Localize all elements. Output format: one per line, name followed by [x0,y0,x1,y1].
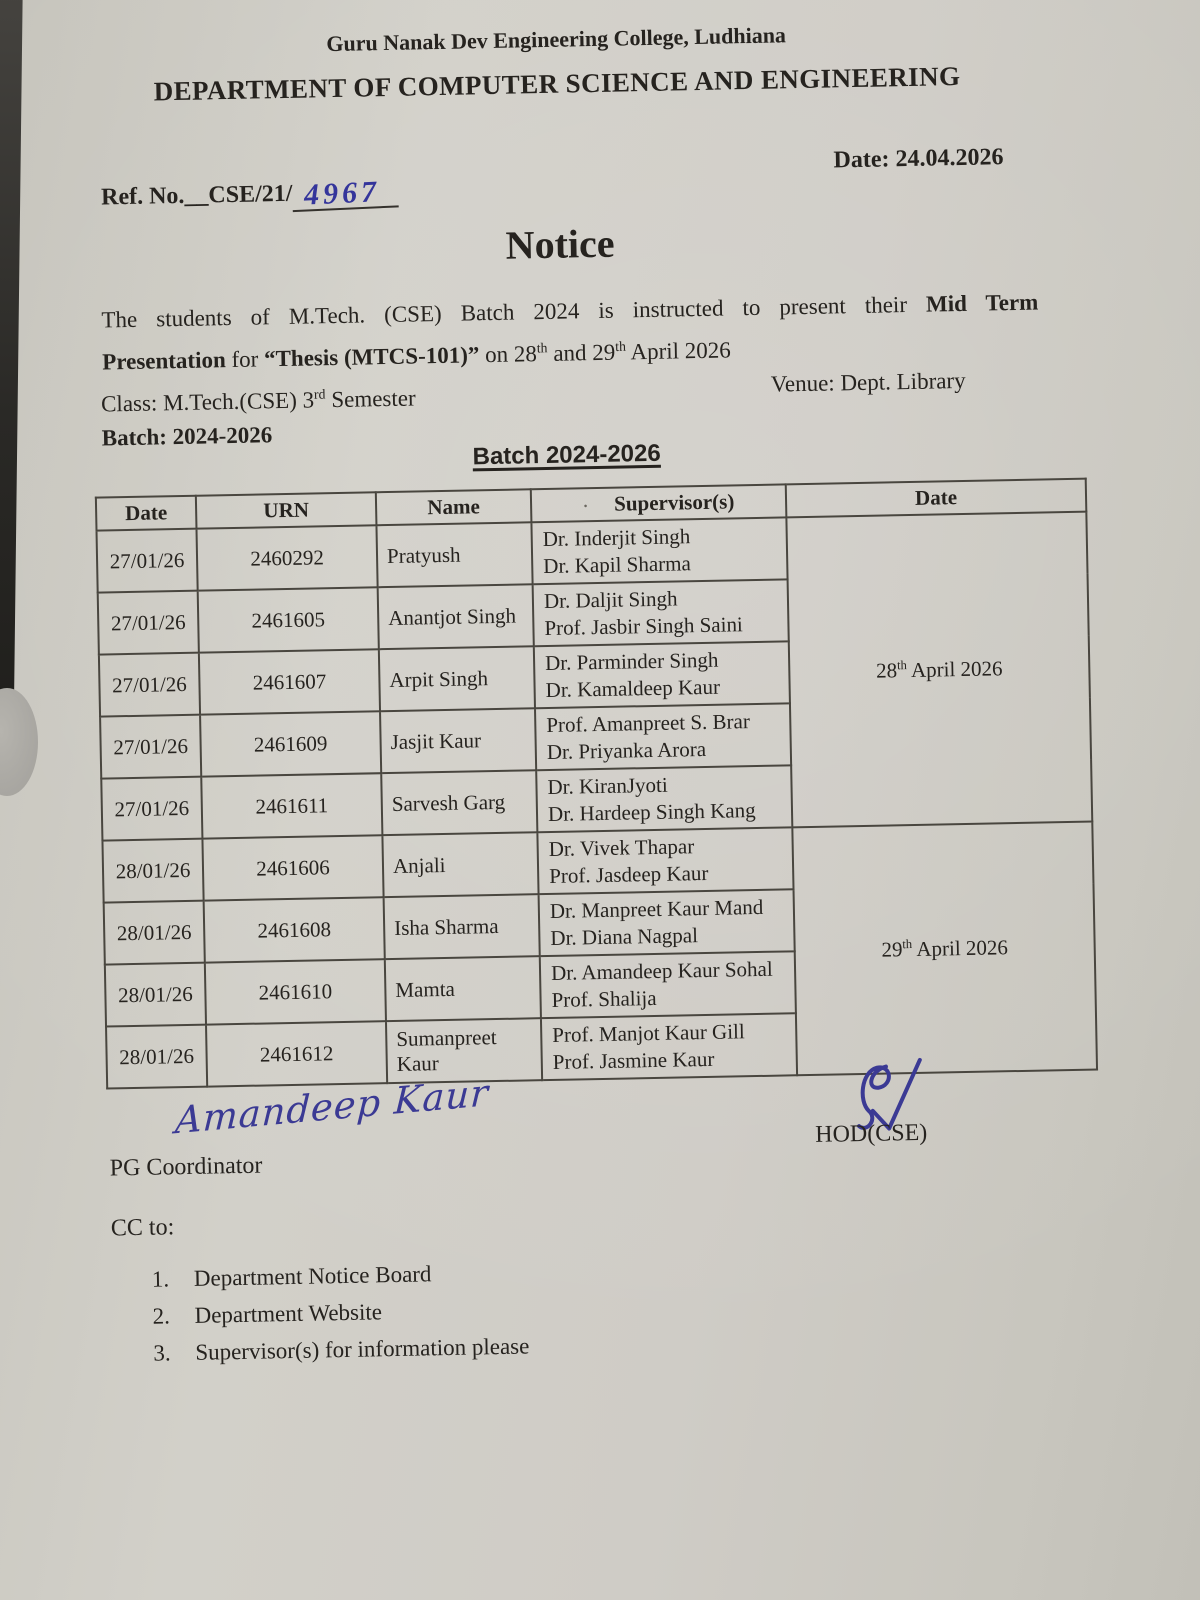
venue-line: Venue: Dept. Library [770,367,966,397]
cell-date: 27/01/26 [99,653,200,717]
cell-supervisors [541,1013,797,1080]
cell-date: 28/01/26 [105,963,206,1027]
cell-urn: 2461607 [199,649,380,714]
ref-label: Ref. No.__CSE/21/ [100,180,293,211]
cell-urn: 2461605 [198,587,379,652]
cell-urn: 2460292 [196,525,377,590]
cell-name: Anjali [382,832,538,897]
supervisor-2: Dr. Hardeep Singh Kang [547,798,756,827]
cell-name: Jasjit Kaur [380,708,536,773]
cell-supervisors [534,641,790,708]
cell-supervisors [535,703,791,770]
ordinal-suffix: th [902,936,913,951]
col-header-supervisors [531,484,787,522]
ordinal-suffix: th [615,338,627,354]
group-date-rest: April 2026 [912,934,1009,961]
ordinal-suffix: th [536,340,548,356]
hod-label: HOD(CSE) [814,1119,928,1148]
cell-name: Isha Sharma [384,894,540,959]
cell-supervisors [539,889,795,956]
pg-coordinator-label: PG Coordinator [109,1152,263,1182]
notice-body [101,282,1039,384]
cell-supervisors [533,579,789,646]
body-text: for [225,346,265,373]
supervisor-1: Dr. Manpreet Kaur Mand [549,894,764,923]
supervisor-2: Prof. Jasbir Singh Saini [544,612,743,641]
stray-mark: · [582,498,589,516]
cc-item-number: 3. [153,1340,171,1366]
supervisor-1: Prof. Amanpreet S. Brar [546,708,751,737]
body-text: and 29 [547,339,616,366]
cell-date: 28/01/26 [104,901,205,965]
group-date-28-april [786,512,1092,828]
supervisor-1: Dr. Amandeep Kaur Sohal [550,956,773,985]
college-name: Guru Nanak Dev Engineering College, Ludhiana [326,22,787,57]
supervisor-1: Dr. KiranJyoti [547,772,668,799]
issue-date: Date: 24.04.2026 [833,144,1004,174]
cc-item-text: Department Notice Board [193,1261,432,1291]
cell-urn: 2461610 [205,959,386,1024]
col-header-name: Name [376,489,532,525]
col-header-date: Date [96,496,197,531]
cell-name: Mamta [385,956,541,1021]
batch-line: Batch: 2024-2026 [101,422,273,451]
class-text: Semester [325,385,416,413]
cell-date: 27/01/26 [98,591,199,655]
cell-name: Pratyush [376,522,532,587]
cc-item-number: 2. [152,1303,171,1329]
table-title: Batch 2024-2026 [472,439,661,471]
cell-urn: 2461612 [206,1021,387,1086]
cell-urn: 2461611 [201,773,382,838]
group-date-rest: April 2026 [906,655,1003,682]
cell-date: 27/01/26 [97,529,198,593]
body-bold: Mid Term [925,289,1039,317]
class-text: Class: M.Tech.(CSE) 3 [100,387,315,417]
cell-name: Sumanpreet Kaur [386,1018,542,1083]
cc-item [153,1333,530,1377]
body-bold: “Thesis (MTCS-101)” [263,342,480,372]
cell-name: Sarvesh Garg [381,770,537,835]
supervisor-1: Dr. Vivek Thapar [548,833,695,861]
ordinal-suffix: rd [313,386,326,402]
cc-item-text: Supervisor(s) for information please [195,1333,530,1365]
supervisor-1: Dr. Parminder Singh [544,647,719,675]
cell-date: 27/01/26 [101,777,202,841]
ref-number-handwritten: 4967 [292,177,399,212]
cell-date: 28/01/26 [102,839,203,903]
cell-name: Arpit Singh [379,646,535,711]
cell-supervisors [540,951,796,1018]
cc-item-number: 1. [151,1266,170,1292]
body-text: April 2026 [625,337,732,365]
col-header-urn: URN [196,492,377,528]
cc-item-text: Department Website [194,1299,383,1328]
cell-supervisors [536,765,792,832]
group-date-day: 28 [875,657,898,683]
department-name: DEPARTMENT OF COMPUTER SCIENCE AND ENGINEERING [153,60,961,107]
supervisor-2: Prof. Shalija [551,985,657,1012]
body-bold: Presentation [102,347,227,375]
schedule-table [95,478,1098,1090]
class-line [101,385,416,417]
cell-name: Anantjot Singh [378,584,534,649]
cell-urn: 2461606 [202,835,383,900]
cell-urn: 2461609 [200,711,381,776]
supervisor-2: Dr. Kamaldeep Kaur [545,674,721,703]
cell-supervisors [531,517,787,584]
supervisor-1: Dr. Inderjit Singh [542,523,691,551]
supervisor-1: Prof. Manjot Kaur Gill [552,1018,745,1047]
notice-title: Notice [505,220,615,268]
body-text: The students of M.Tech. (CSE) Batch 2024 is instructed to present their [101,291,927,333]
col-header-presentation-date: Date [786,479,1087,518]
pg-coordinator-signature: Amandeep Kaur [174,1071,490,1143]
supervisor-1: Dr. Daljit Singh [543,586,678,613]
body-text: on 28 [479,341,538,368]
cc-list [152,1259,530,1377]
supervisor-2: Dr. Diana Nagpal [550,923,699,950]
cc-label: CC to: [110,1214,175,1242]
col-header-supervisors-label: Supervisor(s) [613,489,735,516]
group-date-29-april [792,822,1097,1076]
cell-date: 28/01/26 [106,1025,207,1089]
cell-supervisors [537,827,793,894]
supervisor-2: Prof. Jasdeep Kaur [548,860,709,888]
cell-date: 27/01/26 [100,715,201,779]
ref-line [101,176,399,212]
group-date-day: 29 [881,936,903,962]
supervisor-2: Dr. Kapil Sharma [543,551,692,579]
ordinal-suffix: th [896,657,907,672]
supervisor-2: Prof. Jasmine Kaur [552,1046,715,1074]
supervisor-2: Dr. Priyanka Arora [546,736,707,765]
cell-urn: 2461608 [204,897,385,962]
